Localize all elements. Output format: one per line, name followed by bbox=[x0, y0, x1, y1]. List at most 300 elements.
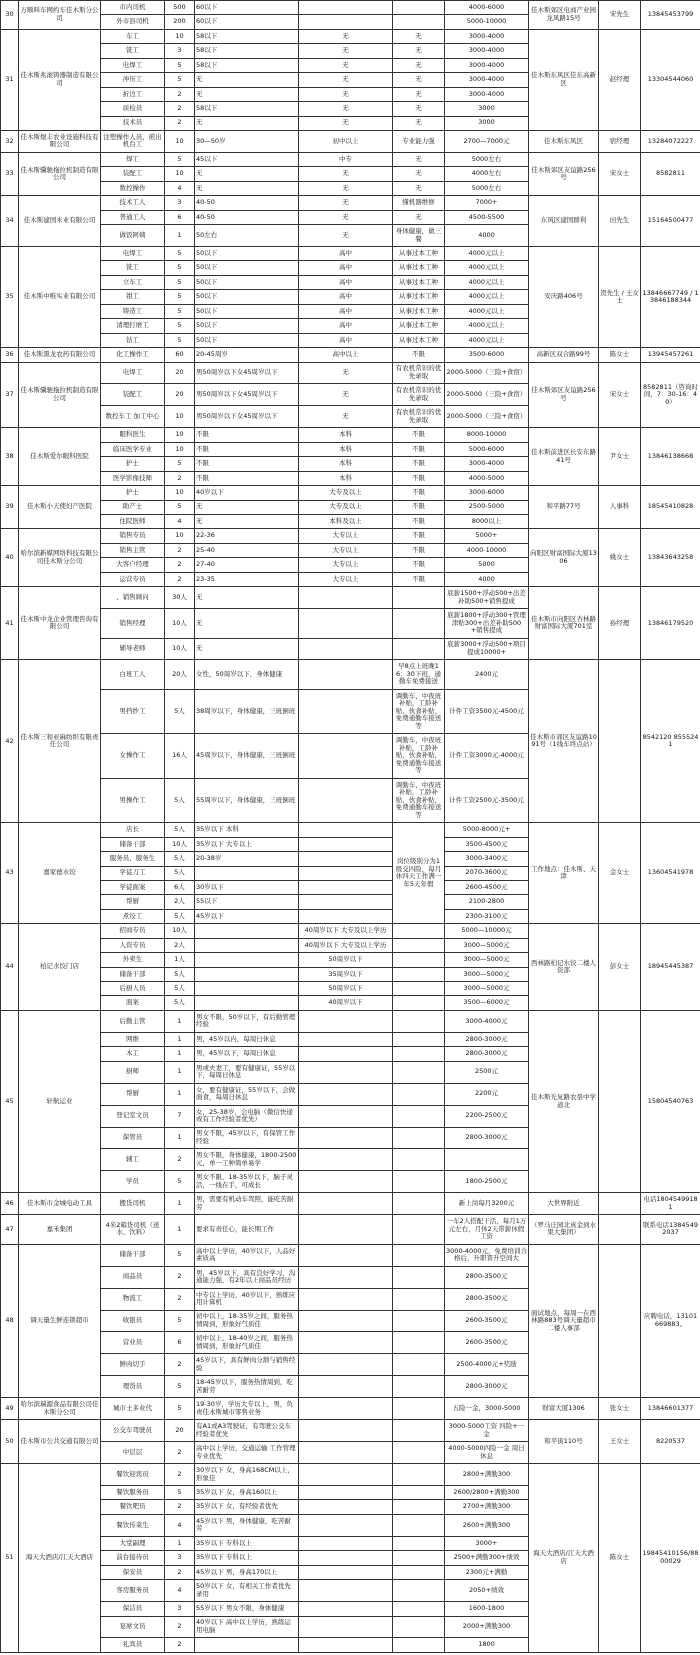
row-number: 51 bbox=[1, 1464, 19, 1653]
job-count: 20 bbox=[165, 362, 195, 384]
job-requirement: 无 bbox=[195, 87, 299, 101]
job-requirement bbox=[195, 982, 299, 996]
job-requirement: 男，45岁以下，具有良好学习、沟通能力强，有2年以上商品员经历 bbox=[195, 1266, 299, 1288]
job-count: 2人 bbox=[165, 938, 195, 952]
job-requirement: 50岁以下 女，有相关工作者优先录用 bbox=[195, 1580, 299, 1602]
job-title: 辅工 bbox=[101, 1149, 165, 1171]
job-education bbox=[299, 909, 393, 923]
company-name: 佳木斯爱尔眼科医院 bbox=[19, 428, 101, 486]
job-title: 城市士多业代 bbox=[101, 1398, 165, 1420]
table-row bbox=[1, 486, 700, 500]
job-salary: 5000 bbox=[445, 558, 529, 572]
job-major: 从事过本工种 bbox=[393, 247, 445, 261]
job-major: 从事过本工种 bbox=[393, 304, 445, 318]
job-title: 临床医学专业 bbox=[101, 442, 165, 456]
job-count: 5 bbox=[165, 261, 195, 275]
job-salary: 2000-5000（三险+食宿） bbox=[445, 406, 529, 428]
job-education: 无 bbox=[299, 167, 393, 181]
job-salary: 4000-5000 bbox=[445, 471, 529, 485]
job-requirement bbox=[195, 996, 299, 1010]
work-place: 佳木斯郊区友谊路256号 bbox=[529, 362, 599, 428]
job-title: 储备干部 bbox=[101, 837, 165, 851]
job-major: 无 bbox=[393, 44, 445, 58]
job-requirement: 男50周岁以下女45周岁以下 bbox=[195, 406, 299, 428]
job-salary: 2800+满勤300 bbox=[445, 1464, 529, 1486]
job-major: 有农机常识的优先录取 bbox=[393, 384, 445, 406]
work-place: 和平路77号 bbox=[529, 486, 599, 529]
job-major bbox=[393, 15, 445, 29]
job-count: 20 bbox=[165, 1420, 195, 1442]
job-education bbox=[299, 1602, 393, 1616]
company-name: 调天量生鲜连锁超市 bbox=[19, 1244, 101, 1398]
job-salary: 1800-2500元 bbox=[445, 1171, 529, 1193]
job-requirement: 50以下 bbox=[195, 319, 299, 333]
job-title: 男挡纱工 bbox=[101, 689, 165, 733]
job-requirement: 22-36 bbox=[195, 529, 299, 543]
job-education: 无 bbox=[299, 362, 393, 384]
job-education bbox=[299, 1047, 393, 1061]
job-education bbox=[299, 837, 393, 851]
job-title: 钳工 bbox=[101, 290, 165, 304]
job-major: 懂机器维修 bbox=[393, 196, 445, 210]
row-number: 33 bbox=[1, 152, 19, 195]
job-title: 助产士 bbox=[101, 500, 165, 514]
job-major bbox=[393, 1580, 445, 1602]
job-education bbox=[299, 1464, 393, 1486]
contact-person: 宋先生 bbox=[599, 1, 641, 30]
job-salary: 2600-3500元 bbox=[445, 1332, 529, 1354]
job-requirement: 要求有责任心，能长期工作 bbox=[195, 1215, 299, 1244]
job-title: 学徒刀工 bbox=[101, 866, 165, 880]
job-count: 5 bbox=[165, 500, 195, 514]
table-row bbox=[1, 196, 700, 210]
job-salary: 2800-3000元 bbox=[445, 1032, 529, 1046]
job-requirement: 无 bbox=[195, 116, 299, 130]
job-education bbox=[299, 1420, 393, 1442]
job-requirement: 男女不限，45岁以下，有保管工作经验 bbox=[195, 1127, 299, 1149]
job-major: 无 bbox=[393, 210, 445, 224]
job-major bbox=[393, 924, 445, 938]
job-education bbox=[299, 1442, 393, 1464]
contact-phone: 13604541978 bbox=[641, 823, 700, 924]
job-count: 6 bbox=[165, 1332, 195, 1354]
company-name: 佳木斯三和亚麻纺织有限责任公司 bbox=[19, 660, 101, 823]
job-count: 10人 bbox=[165, 924, 195, 938]
job-requirement: 无 bbox=[195, 587, 299, 609]
row-number: 31 bbox=[1, 29, 19, 130]
job-title: 厨师 bbox=[101, 1061, 165, 1083]
contact-person bbox=[599, 660, 641, 823]
job-title: 店长 bbox=[101, 823, 165, 837]
job-education bbox=[299, 880, 393, 894]
job-title: 销售经理 bbox=[101, 609, 165, 638]
job-salary: 8000以上 bbox=[445, 514, 529, 528]
job-count: 5人 bbox=[165, 909, 195, 923]
job-title: 中层层 bbox=[101, 1442, 165, 1464]
job-salary: 计件工资3000元-4000元 bbox=[445, 734, 529, 778]
job-count: 10 bbox=[165, 406, 195, 428]
job-salary: 2500元 bbox=[445, 1061, 529, 1083]
row-number: 35 bbox=[1, 247, 19, 348]
job-major bbox=[393, 1332, 445, 1354]
job-requirement: 55以下 bbox=[195, 895, 299, 909]
job-salary: 4000元以上 bbox=[445, 275, 529, 289]
job-count: 1 bbox=[165, 1032, 195, 1046]
row-number: 36 bbox=[1, 348, 19, 362]
job-title: 储备干部 bbox=[101, 967, 165, 981]
job-salary: 3000-3400元 bbox=[445, 852, 529, 866]
job-count: 2 bbox=[165, 558, 195, 572]
job-title: 装配工 bbox=[101, 167, 165, 181]
job-title: 铣工 bbox=[101, 44, 165, 58]
job-education: 50周岁以下 bbox=[299, 953, 393, 967]
job-education bbox=[299, 1083, 393, 1105]
work-place: 东风区建国群利 bbox=[529, 196, 599, 247]
job-salary: 2600/2800+满勤300 bbox=[445, 1486, 529, 1500]
job-title: 鲜肉切手 bbox=[101, 1354, 165, 1376]
job-count: 1 bbox=[165, 225, 195, 247]
job-title: 医学影像技师 bbox=[101, 471, 165, 485]
job-major: 不限 bbox=[393, 543, 445, 557]
job-major bbox=[393, 982, 445, 996]
job-major bbox=[393, 1536, 445, 1550]
job-education: 无 bbox=[299, 181, 393, 195]
work-place: 高新区双合路99号 bbox=[529, 348, 599, 362]
job-education bbox=[299, 1061, 393, 1083]
job-title: 白班工人 bbox=[101, 660, 165, 689]
job-requirement bbox=[195, 1638, 299, 1652]
job-count: 1人 bbox=[165, 953, 195, 967]
job-education bbox=[299, 734, 393, 778]
job-count: 1 bbox=[165, 1193, 195, 1215]
job-major: 不限 bbox=[393, 428, 445, 442]
job-title: 服务员、服务生 bbox=[101, 852, 165, 866]
contact-phone: 18945445387 bbox=[641, 924, 700, 1011]
contact-phone: 8220537 bbox=[641, 1420, 700, 1464]
row-number: 34 bbox=[1, 196, 19, 247]
job-salary: 一车2人搭配干活，每月1万元左右，月休2天带薪休假工资 bbox=[445, 1215, 529, 1244]
contact-person: 姚女士 bbox=[599, 529, 641, 587]
table-row bbox=[1, 529, 700, 543]
row-number: 41 bbox=[1, 587, 19, 660]
job-major: 调勤车，中夜班补贴，工龄补贴，伙食补贴，免费通勤车接送等 bbox=[393, 689, 445, 733]
job-count: 5 bbox=[165, 290, 195, 304]
job-salary: 2000-5000（三险+食宿） bbox=[445, 362, 529, 384]
job-count: 500 bbox=[165, 1, 195, 15]
job-salary: 3000 bbox=[445, 116, 529, 130]
job-title: 收银员 bbox=[101, 1310, 165, 1332]
job-count: 2人 bbox=[165, 895, 195, 909]
job-major: 无 bbox=[393, 58, 445, 72]
job-education bbox=[299, 1551, 393, 1565]
job-education: 大专以上 bbox=[299, 529, 393, 543]
job-requirement: 60以下 bbox=[195, 1, 299, 15]
job-title: 立车工 bbox=[101, 275, 165, 289]
job-education: 中专 bbox=[299, 152, 393, 166]
contact-person: 田先生 bbox=[599, 196, 641, 247]
work-place: 财富大厦1306 bbox=[529, 1398, 599, 1420]
job-education: 高中 bbox=[299, 333, 393, 347]
table-row bbox=[1, 1215, 700, 1244]
contact-person bbox=[599, 1010, 641, 1192]
job-education: 大专以上 bbox=[299, 558, 393, 572]
job-title: 保安员 bbox=[101, 1565, 165, 1579]
job-major bbox=[393, 1616, 445, 1638]
job-title: 木工 bbox=[101, 1047, 165, 1061]
job-salary: 5000—10000元 bbox=[445, 924, 529, 938]
job-education: 无 bbox=[299, 116, 393, 130]
job-count: 16人 bbox=[165, 734, 195, 778]
row-number: 39 bbox=[1, 486, 19, 529]
row-number: 50 bbox=[1, 1420, 19, 1464]
job-title: 男操作工 bbox=[101, 778, 165, 822]
job-title: 搬货司机 bbox=[101, 1193, 165, 1215]
job-title: 客房服务员 bbox=[101, 1580, 165, 1602]
job-requirement: 45岁以下 男，身体健康，吃苦耐劳 bbox=[195, 1514, 299, 1536]
job-salary: 4000-10000 bbox=[445, 543, 529, 557]
job-count: 10 bbox=[165, 130, 195, 152]
job-title: 面案 bbox=[101, 996, 165, 1010]
job-salary: 底薪1500+浮动500+出差补助500+销售提成 bbox=[445, 587, 529, 609]
job-title: 外卖生 bbox=[101, 953, 165, 967]
job-education: 高中 bbox=[299, 247, 393, 261]
job-count: 2 bbox=[165, 572, 195, 586]
work-place: 佳木斯东风区佳东高新区 bbox=[529, 29, 599, 130]
job-salary: 2700+满勤300 bbox=[445, 1500, 529, 1514]
job-requirement: 男50周岁以下女45周岁以下 bbox=[195, 362, 299, 384]
job-title: 眼科医生 bbox=[101, 428, 165, 442]
job-count: 2 bbox=[165, 1616, 195, 1638]
job-requirement bbox=[195, 924, 299, 938]
contact-person: 宿经理 bbox=[599, 130, 641, 152]
job-education: 本科及以上 bbox=[299, 514, 393, 528]
job-requirement: 40-50 bbox=[195, 196, 299, 210]
job-major: 不限 bbox=[393, 500, 445, 514]
job-major: 不限 bbox=[393, 442, 445, 456]
job-count: 3 bbox=[165, 1551, 195, 1565]
job-education: 35周岁以下 bbox=[299, 967, 393, 981]
job-requirement: 女，25-38岁，会电脑（微信快递或有工作经验者优先） bbox=[195, 1105, 299, 1127]
job-title: 清理打磨工 bbox=[101, 319, 165, 333]
work-place: 佳木斯光复路农垦中学道北 bbox=[529, 1010, 599, 1192]
contact-phone: 15804540763 bbox=[641, 1010, 700, 1192]
job-count: 5人 bbox=[165, 778, 195, 822]
job-requirement: 35岁以下 女，有经验者优先 bbox=[195, 1500, 299, 1514]
job-count: 3 bbox=[165, 1602, 195, 1616]
job-count: 20 bbox=[165, 384, 195, 406]
job-requirement bbox=[195, 866, 299, 880]
job-requirement: 不限 bbox=[195, 442, 299, 456]
job-title: 普通工人 bbox=[101, 210, 165, 224]
work-place: 海天大酒店/江天大酒店 bbox=[529, 1464, 599, 1653]
job-requirement: 无 bbox=[195, 638, 299, 660]
row-number: 38 bbox=[1, 428, 19, 486]
job-requirement: 50以下 bbox=[195, 275, 299, 289]
job-count: 10人 bbox=[165, 638, 195, 660]
job-education bbox=[299, 638, 393, 660]
row-number: 46 bbox=[1, 1193, 19, 1215]
job-education bbox=[299, 1, 393, 15]
job-major bbox=[393, 1514, 445, 1536]
table-row bbox=[1, 247, 700, 261]
job-title: 餐饮传菜生 bbox=[101, 1514, 165, 1536]
contact-phone: 18545410828 bbox=[641, 486, 700, 529]
job-salary: 2800-3500元 bbox=[445, 1288, 529, 1310]
job-requirement: 男女不限，50岁以下，有后勤管理经验 bbox=[195, 1010, 299, 1032]
row-number: 48 bbox=[1, 1244, 19, 1398]
job-major: 调勤车，中夜班补贴，工龄补贴，伙食补贴，免费通勤车接送等 bbox=[393, 778, 445, 822]
job-requirement: 20-45周岁 bbox=[195, 348, 299, 362]
company-name: 万顺叫车网约车佳木斯分公司 bbox=[19, 1, 101, 30]
job-count: 2 bbox=[165, 1442, 195, 1464]
job-major: 无 bbox=[393, 102, 445, 116]
job-education bbox=[299, 866, 393, 880]
job-education bbox=[299, 1171, 393, 1193]
row-number: 49 bbox=[1, 1398, 19, 1420]
contact-person: 陈女士 bbox=[599, 1464, 641, 1653]
job-requirement: 30岁以下 bbox=[195, 880, 299, 894]
job-count: 1 bbox=[165, 1061, 195, 1083]
job-requirement: 初中以上，18-35岁之间，服务热情周到，形象好气质佳 bbox=[195, 1310, 299, 1332]
company-name: 嘉禾集团 bbox=[19, 1215, 101, 1244]
job-count: 5 bbox=[165, 333, 195, 347]
job-requirement: 男女不限，身体健康，1800-2500元，单一工种简单易学 bbox=[195, 1149, 299, 1171]
job-education: 高中 bbox=[299, 319, 393, 333]
job-salary: 底薪1800+浮动300+管理津贴300+出差补助500+销售提成 bbox=[445, 609, 529, 638]
company-name: 佳木斯小天使妇产医院 bbox=[19, 486, 101, 529]
contact-phone: 8542120 8555241 bbox=[641, 660, 700, 823]
job-salary: 5000-8000元+ bbox=[445, 823, 529, 837]
job-count: 5 bbox=[165, 73, 195, 87]
job-title: 化工操作工 bbox=[101, 348, 165, 362]
job-salary: 新上岗每月3200元 bbox=[445, 1193, 529, 1215]
job-major bbox=[393, 1442, 445, 1464]
job-major: 不限 bbox=[393, 348, 445, 362]
job-title: 铸造工 bbox=[101, 304, 165, 318]
contact-person: 陈女士 bbox=[599, 348, 641, 362]
job-major: 不限 bbox=[393, 514, 445, 528]
job-count: 2 bbox=[165, 471, 195, 485]
company-name: 佳木斯黑龙农药有限公司 bbox=[19, 348, 101, 362]
job-salary: 五险一金，3000-5000 bbox=[445, 1398, 529, 1420]
job-count: 2 bbox=[165, 1464, 195, 1486]
job-education: 本科 bbox=[299, 471, 393, 485]
job-major: 无 bbox=[393, 181, 445, 195]
job-major bbox=[393, 996, 445, 1010]
job-education bbox=[299, 852, 393, 866]
job-education bbox=[299, 1105, 393, 1127]
table-row bbox=[1, 348, 700, 362]
company-name: 佳木斯市金城电动工具 bbox=[19, 1193, 101, 1215]
job-requirement: 40岁以下 高中以上学历，熟练运用电脑 bbox=[195, 1616, 299, 1638]
job-education bbox=[299, 778, 393, 822]
work-place: （罗马庄园北真金到水果大集团） bbox=[529, 1215, 599, 1244]
job-education bbox=[299, 1288, 393, 1310]
job-requirement: 58以下 bbox=[195, 29, 299, 43]
job-requirement: 50左右 bbox=[195, 225, 299, 247]
job-title: 、销售顾问 bbox=[101, 587, 165, 609]
job-salary: 2200-2500元 bbox=[445, 1105, 529, 1127]
contact-person bbox=[599, 1215, 641, 1244]
job-salary: 3000—5000元 bbox=[445, 967, 529, 981]
job-education bbox=[299, 609, 393, 638]
job-salary: 8000-10000 bbox=[445, 428, 529, 442]
job-requirement: 高中以上学历，40岁以下，人品好素质高 bbox=[195, 1244, 299, 1266]
job-requirement: 初中以上，18-40岁之间，服务热情周到，形象好气质佳 bbox=[195, 1332, 299, 1354]
job-major bbox=[393, 1061, 445, 1083]
contact-phone: 电话18045499181 bbox=[641, 1193, 700, 1215]
job-requirement: 58以下 bbox=[195, 44, 299, 58]
job-count: 3 bbox=[165, 196, 195, 210]
company-name: 佳木斯骥驰拖拉机制造有限公司 bbox=[19, 362, 101, 428]
row-number: 37 bbox=[1, 362, 19, 428]
job-count: 200 bbox=[165, 15, 195, 29]
job-requirement: 58以下 bbox=[195, 58, 299, 72]
job-salary: 2400元 bbox=[445, 660, 529, 689]
job-major bbox=[393, 953, 445, 967]
job-major bbox=[393, 1565, 445, 1579]
job-requirement: 45岁以下，具有鲜肉分割与销售经验 bbox=[195, 1354, 299, 1376]
job-education: 高中 bbox=[299, 290, 393, 304]
contact-person: 宋女士 bbox=[599, 362, 641, 428]
job-major bbox=[393, 1354, 445, 1376]
job-requirement: 无 bbox=[195, 514, 299, 528]
job-major bbox=[393, 1010, 445, 1032]
job-education: 大专及以上 bbox=[299, 486, 393, 500]
job-education: 无 bbox=[299, 44, 393, 58]
job-count: 5 bbox=[165, 1171, 195, 1193]
job-title: 前台接待员 bbox=[101, 1551, 165, 1565]
row-number: 43 bbox=[1, 823, 19, 924]
job-salary: 4000元以上 bbox=[445, 247, 529, 261]
job-education: 无 bbox=[299, 29, 393, 43]
contact-phone: 8582811（咨询时间，7：30-16：40） bbox=[641, 362, 700, 428]
job-major bbox=[393, 967, 445, 981]
job-salary: 2500-5000 bbox=[445, 500, 529, 514]
job-title: 市内司机 bbox=[101, 1, 165, 15]
job-education: 高中 bbox=[299, 304, 393, 318]
job-requirement: 中专以上学历，40岁以下，熟练应用计算机 bbox=[195, 1288, 299, 1310]
company-name: 哈尔滨瑞源食品有限公司佳木斯分公司 bbox=[19, 1398, 101, 1420]
job-salary: 3500-6000 bbox=[445, 348, 529, 362]
job-major bbox=[393, 1288, 445, 1310]
work-place: 佳木斯前进区长安东路41号 bbox=[529, 428, 599, 486]
job-major: 有农机常识的优先录取 bbox=[393, 406, 445, 428]
job-education: 无 bbox=[299, 384, 393, 406]
job-education: 无 bbox=[299, 210, 393, 224]
job-count: 2 bbox=[165, 87, 195, 101]
contact-phone: 联系电话13845492037 bbox=[641, 1215, 700, 1244]
job-count: 5 bbox=[165, 152, 195, 166]
company-name: 佳木斯中龙企业管理咨询有限公司 bbox=[19, 587, 101, 660]
company-name: 轩航运业 bbox=[19, 1010, 101, 1192]
job-salary: 1800 bbox=[445, 1638, 529, 1652]
job-count: 2 bbox=[165, 1149, 195, 1171]
contact-phone: 15164500477 bbox=[641, 196, 700, 247]
job-requirement: 27-40 bbox=[195, 558, 299, 572]
job-title: 餐饮服务员 bbox=[101, 1486, 165, 1500]
contact-person: 孙经理 bbox=[599, 587, 641, 660]
job-education: 无 bbox=[299, 73, 393, 87]
job-requirement: 45岁以下 男，身高170以上 bbox=[195, 1565, 299, 1579]
job-education bbox=[299, 1332, 393, 1354]
job-title: 商品员 bbox=[101, 1266, 165, 1288]
job-education bbox=[299, 660, 393, 689]
job-title: 保洁员 bbox=[101, 1602, 165, 1616]
job-major: 有农机常识的优先录取 bbox=[393, 362, 445, 384]
job-title: 车工 bbox=[101, 29, 165, 43]
job-salary: 2200元 bbox=[445, 1083, 529, 1105]
